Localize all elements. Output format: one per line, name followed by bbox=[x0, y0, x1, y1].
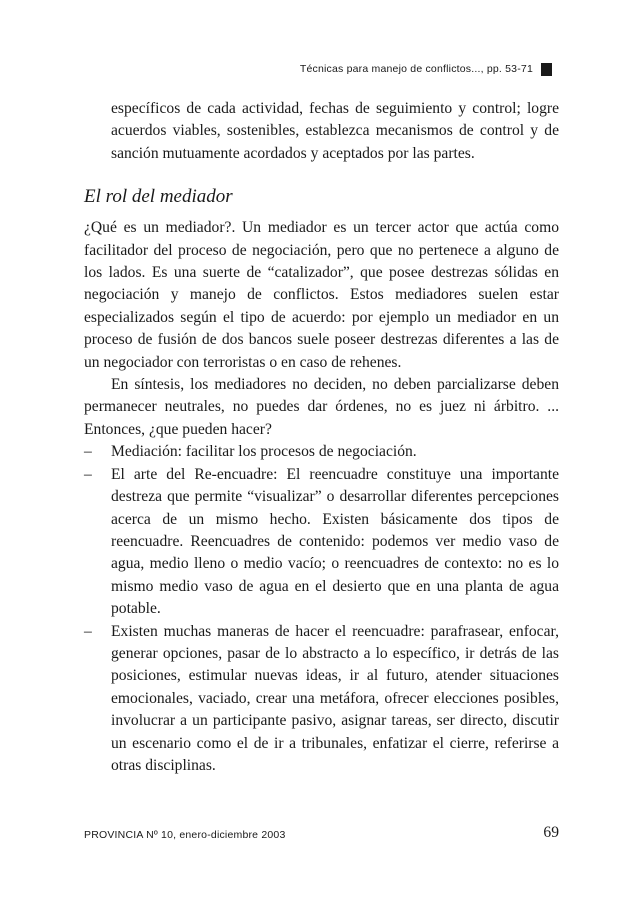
list-item bbox=[84, 621, 559, 778]
page-number: 69 bbox=[543, 824, 559, 841]
list-dash: – bbox=[84, 622, 92, 640]
continuation-paragraph: específicos de cada actividad, fechas de seguimiento y control; logre acuerdos viables, sostenibles, establezca mecanismos de control y de sanción mutuamente acordados y aceptados por las partes. bbox=[111, 100, 559, 162]
list-dash: – bbox=[84, 443, 92, 461]
section-title: El rol del mediador bbox=[84, 186, 233, 208]
list-item bbox=[84, 441, 559, 463]
running-head-text: Técnicas para manejo de conflictos..., pp. 53-71 bbox=[299, 63, 533, 75]
list-item bbox=[84, 464, 559, 621]
list-item-text: Existen muchas maneras de hacer el reencuadre: parafrasear, enfocar, generar opciones, pasar de lo abstracto a lo específico, ir detrás de las posiciones, estimular nuevas ideas, ir al futuro, atender situaciones emocionales, vaciado, crear una metáfora, ofrecer elecciones posibles, involucrar a un participante pasivo, asignar tareas, ser directo, discutir un escenario como el de ir a tribunales, enfatizar el cierre, referirse a otras disciplinas. bbox=[111, 622, 559, 774]
body-paragraph-2: En síntesis, los mediadores no deciden, no deben parcializarse deben permanecer neutrales, no puedes dar órdenes, no es juez ni árbitro. ... Entonces, ¿que pueden hacer? bbox=[84, 376, 559, 438]
running-head bbox=[300, 62, 552, 76]
list-dash: – bbox=[84, 465, 92, 483]
list-item-text: El arte del Re-encuadre: El reencuadre constituye una importante destreza que permite “visualizar” o desarrollar diferentes percepciones acerca de un mismo hecho. Existen básicamente dos tipos de reencuadre. Reencuadres de contenido: podemos ver medio vaso de agua, medio lleno o medio vacío; o reencuadres de contexto: no es lo mismo medio vaso de agua en el desierto que en una planta de agua potable. bbox=[111, 465, 559, 618]
body-paragraph-1: ¿Qué es un mediador?. Un mediador es un tercer actor que actúa como facilitador del proceso de negociación, pero que no pertenece a alguno de los lados. Es una suerte de “catalizador”, que posee destrezas sólidas en negociación y manejo de conflictos. Estos mediadores suelen estar especializados según el tipo de acuerdo: por ejemplo un mediador en un proceso de fusión de dos bancos suele poseer destrezas diferentes a las de un negociador con terroristas o en caso de rehenes. bbox=[84, 219, 559, 371]
page-content bbox=[84, 98, 559, 777]
running-head-marker bbox=[541, 63, 552, 76]
list-item-text: Mediación: facilitar los procesos de negociación. bbox=[111, 443, 417, 461]
footer-journal: PROVINCIA Nº 10, enero-diciembre 2003 bbox=[84, 829, 286, 841]
